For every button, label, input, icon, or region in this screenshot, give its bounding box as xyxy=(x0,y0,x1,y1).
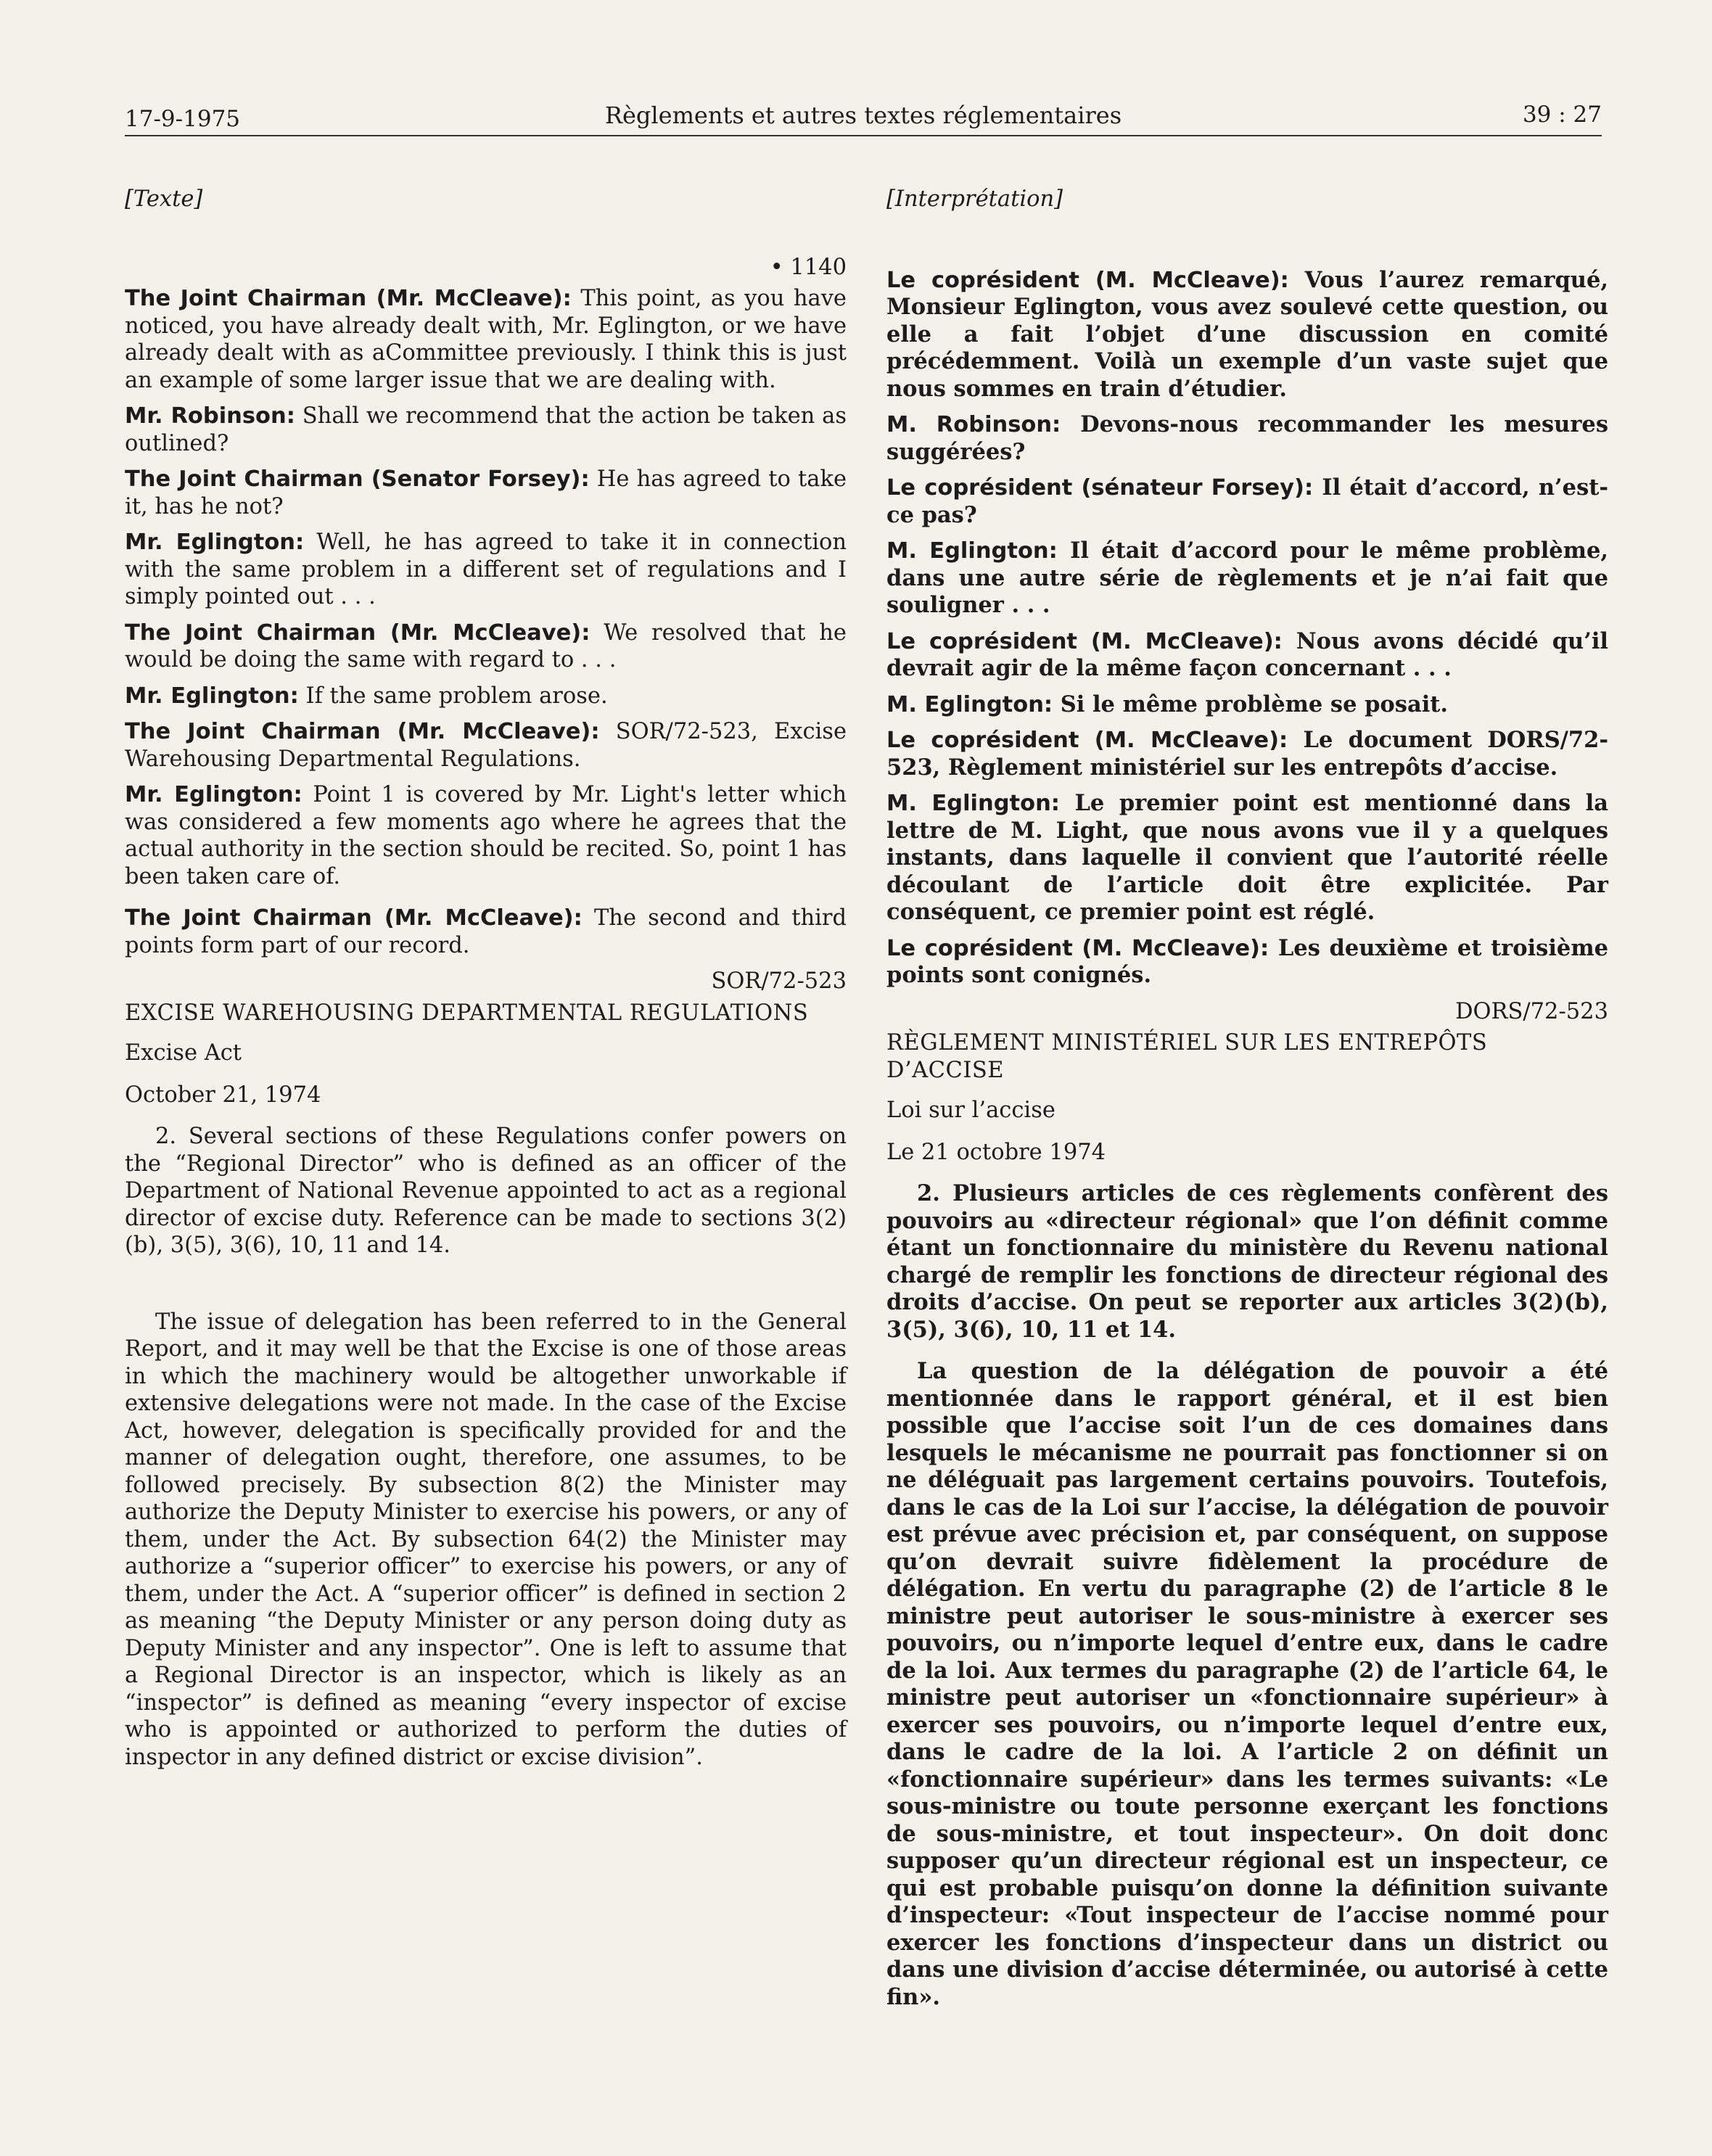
exchange xyxy=(886,935,1608,989)
speaker: Mr. Eglington: xyxy=(125,683,299,709)
exchange xyxy=(125,466,847,520)
exchange xyxy=(886,411,1608,466)
speech-text: He has agreed to take it, has he not? xyxy=(125,466,847,519)
regulation-date: October 21, 1974 xyxy=(125,1082,321,1108)
regulation-reference: SOR/72-523 xyxy=(711,968,847,994)
exchange xyxy=(886,538,1608,620)
page-header xyxy=(125,102,1602,136)
exchange xyxy=(886,628,1608,683)
speech-text: We resolved that he would be doing the same with regard to . . . xyxy=(125,620,847,672)
act-name: Excise Act xyxy=(125,1040,242,1066)
speech-text: Le document DORS/72-523, Règlement ministériel sur les entrepôts d’accise. xyxy=(886,727,1608,781)
speaker: M. Eglington: xyxy=(886,691,1053,717)
speech-text: Si le même problème se posait. xyxy=(1053,691,1448,717)
speaker: M. Robinson: xyxy=(886,412,1061,437)
time-marker: • 1140 xyxy=(770,254,847,280)
regulation-reference: DORS/72-523 xyxy=(1455,998,1608,1024)
exchange xyxy=(886,474,1608,529)
speech-text: Vous l’aurez remarqué, Monsieur Eglington, vous avez soulevé cette question, ou elle a fait l’objet d’une discussion en comité précédemment. Voilà un exemple d’un vaste sujet que nous sommes en train d’étudier. xyxy=(886,266,1608,402)
speaker: The Joint Chairman (Senator Forsey): xyxy=(125,466,590,492)
paragraph: 2. Several sections of these Regulations confer powers on the “Regional Director” who is defined as an officer of the Department of National Revenue appointed to act as a regional director of excise duty. Reference can be made to sections 3(2)(b), 3(5), 3(6), 10, 11 and 14. xyxy=(125,1124,847,1258)
speech-text: Devons-nous recommander les mesures suggérées? xyxy=(886,411,1609,465)
english-column xyxy=(125,186,847,1779)
speech-text: Nous avons décidé qu’il devrait agir de la même façon concernant . . . xyxy=(886,628,1608,681)
speech-text: If the same problem arose. xyxy=(298,683,608,709)
speech-text: Les deuxième et troisième points sont conignés. xyxy=(886,934,1608,988)
speaker: Le coprésident (M. McCleave): xyxy=(886,267,1289,293)
exchange xyxy=(125,781,847,890)
speaker: M. Eglington: xyxy=(886,791,1060,816)
exchange xyxy=(125,683,847,710)
exchange xyxy=(125,905,847,959)
regulation-title: RÈGLEMENT MINISTÉRIEL SUR LES ENTREPÔTS D’ACCISE xyxy=(886,1030,1488,1083)
paragraph: La question de la délégation de pouvoir a été mentionnée dans le rapport général, et il est bien possible que l’accise soit l’un de ces domaines dans lesquels le mécanisme ne pourrait pas fonctionner si on ne déléguait pas largement certains pouvoirs. Toutefois, dans le cas de la Loi sur l’accise, la délégation de pouvoir est prévue avec précision et, par conséquent, on suppose qu’on devrait suivre fidèlement la procédure de délégation. En vertu du paragraphe (2) de l’article 8 le ministre peut autoriser le sous-ministre à exercer ses pouvoirs, ou n’importe lequel d’entre eux, dans le cadre de la loi. Aux termes du paragraphe (2) de l’article 64, le ministre peut autoriser un «fonctionnaire supérieur» à exercer ses pouvoirs, ou n’importe lequel d’entre eux, dans le cadre de la loi. A l’article 2 on définit un «fonctionnaire supérieur» dans les termes suivants: «Le sous-ministre ou toute personne exerçant les fonctions de sous-ministre, et tout inspecteur». On doit donc supposer qu’un directeur régional est un inspecteur, ce qui est probable puisqu’on donne la définition suivante d’inspecteur: «Tout inspecteur de l’accise nommé pour exercer les fonctions d’inspecteur dans un district ou dans une division d’accise déterminée, ou autorisé à cette fin». xyxy=(886,1358,1608,2010)
exchange xyxy=(125,529,847,611)
speaker: Le coprésident (M. McCleave): xyxy=(886,628,1283,654)
regulation-date: Le 21 octobre 1974 xyxy=(886,1139,1106,1165)
exchange xyxy=(886,727,1608,781)
speaker: Mr. Robinson: xyxy=(125,403,295,429)
speech-text: Well, he has agreed to take it in connection with the same problem in a different set of regulations and I simply pointed out . . . xyxy=(125,530,847,609)
speech-text: The second and third points form part of our record. xyxy=(125,905,847,958)
paragraph: The issue of delegation has been referred to in the General Report, and it may well be that the Excise is one of those areas in which the machinery would be altogether unworkable if extensive delegations were not made. In the case of the Excise Act, however, delegation is specifically provided for and the manner of delegation ought, therefore, one assumes, to be followed precisely. By subsection 8(2) the Minister may authorize the Deputy Minister to exercise his powers, or any of them, under the Act. By subsection 64(2) the Minister may authorize a “superior officer” to exercise his powers, or any of them, under the Act. A “superior officer” is defined in section 2 as meaning “the Deputy Minister or any person doing duty as Deputy Minister and any inspector”. One is left to assume that a Regional Director is an inspector, which is likely as an “inspector” is defined as meaning “every inspector of excise who is appointed or authorized to perform the duties of inspector in any defined district or excise division”. xyxy=(125,1309,847,1770)
exchange xyxy=(886,790,1608,926)
speaker: The Joint Chairman (Mr. McCleave): xyxy=(125,905,583,931)
header-page-number: 39 : 27 xyxy=(1522,102,1602,128)
speaker: Mr. Eglington: xyxy=(125,782,303,807)
exchange xyxy=(886,267,1608,403)
header-title: Règlements et autres textes réglementaires xyxy=(604,102,1122,129)
exchange xyxy=(125,718,847,773)
exchange xyxy=(125,403,847,457)
speech-text: Il était d’accord, n’est-ce pas? xyxy=(886,474,1608,528)
exchange xyxy=(886,691,1608,719)
exchange xyxy=(125,285,847,394)
section-label: [Interprétation] xyxy=(886,186,1063,212)
speech-text: This point, as you have noticed, you have already dealt with, Mr. Eglington, or we have already dealt with as aCommittee previously. I think this is just an example of some larger issue that we are dealing with. xyxy=(125,286,847,393)
speaker: Le coprésident (M. McCleave): xyxy=(886,935,1269,961)
act-name: Loi sur l’accise xyxy=(886,1098,1055,1123)
speech-text: Il était d’accord pour le même problème, dans une autre série de règlements et je n’ai fait que souligner . . . xyxy=(886,538,1609,618)
regulation-title: EXCISE WAREHOUSING DEPARTMENTAL REGULATIONS xyxy=(125,1000,809,1026)
exchange xyxy=(125,620,847,674)
paragraph: 2. Plusieurs articles de ces règlements confèrent des pouvoirs au «directeur régional» que l’on définit comme étant un fonctionnaire du ministère du Revenu national chargé de remplir les fonctions de directeur régional des droits d’accise. On peut se reporter aux articles 3(2)(b), 3(5), 3(6), 10, 11 et 14. xyxy=(886,1180,1608,1343)
french-column xyxy=(886,186,1608,2020)
speaker: The Joint Chairman (Mr. McCleave): xyxy=(125,620,590,646)
speech-text: Le premier point est mentionné dans la lettre de M. Light, que nous avons vue il y a quelques instants, dans laquelle il convient que l’autorité réelle découlant de l’article doit être explicitée. Par conséquent, ce premier point est réglé. xyxy=(886,790,1609,925)
speaker: Le coprésident (sénateur Forsey): xyxy=(886,475,1314,501)
speech-text: SOR/72-523, Excise Warehousing Departmental Regulations. xyxy=(125,719,847,772)
speaker: Mr. Eglington: xyxy=(125,530,305,555)
speaker: The Joint Chairman (Mr. McCleave): xyxy=(125,286,572,311)
header-date: 17-9-1975 xyxy=(125,106,241,132)
speaker: M. Eglington: xyxy=(886,538,1058,564)
speech-text: Shall we recommend that the action be taken as outlined? xyxy=(125,403,847,456)
section-label: [Texte] xyxy=(125,186,203,212)
speech-text: Point 1 is covered by Mr. Light's letter which was considered a few moments ago where he agrees that the actual authority in the section should be recited. So, point 1 has been taken care of. xyxy=(125,782,847,889)
speaker: Le coprésident (M. McCleave): xyxy=(886,728,1288,753)
speaker: The Joint Chairman (Mr. McCleave): xyxy=(125,719,600,744)
